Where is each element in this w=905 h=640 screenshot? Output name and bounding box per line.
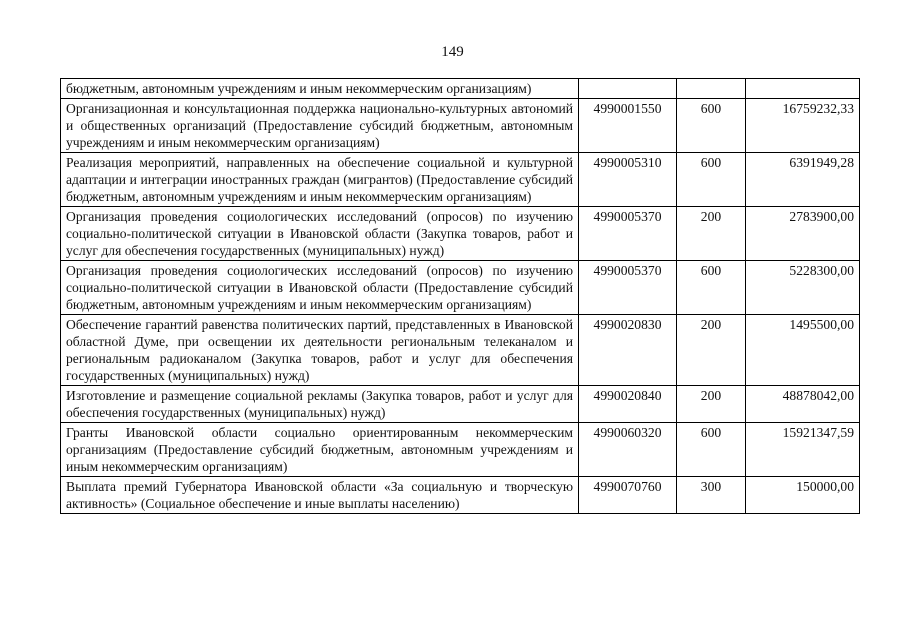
row-amount: 150000,00 xyxy=(746,477,860,514)
table-row xyxy=(61,477,860,514)
row-expense-type: 200 xyxy=(677,207,746,261)
table-row xyxy=(61,386,860,423)
row-amount: 2783900,00 xyxy=(746,207,860,261)
row-amount: 48878042,00 xyxy=(746,386,860,423)
row-expense-type: 600 xyxy=(677,153,746,207)
table-row xyxy=(61,261,860,315)
page-number: 149 xyxy=(441,44,464,60)
row-description: Обеспечение гарантий равенства политических партий, представленных в Ивановской областной Думе, при освещении их деятельности региональным телеканалом и региональным радиоканалом (Закупка товаров, работ и услуг для обеспечения государственных (муниципальных) нужд) xyxy=(61,315,579,386)
row-amount xyxy=(746,79,860,99)
table-row xyxy=(61,315,860,386)
row-code xyxy=(579,79,677,99)
row-description: Гранты Ивановской области социально ориентированным некоммерческим организациям (Предоставление субсидий бюджетным, автономным учреждениям и иным некоммерческим организациям) xyxy=(61,423,579,477)
row-description: Организация проведения социологических исследований (опросов) по изучению социально-политической ситуации в Ивановской области (Закупка товаров, работ и услуг для обеспечения государственных (муниципальных) нужд) xyxy=(61,207,579,261)
row-expense-type: 600 xyxy=(677,99,746,153)
row-description: Изготовление и размещение социальной рекламы (Закупка товаров, работ и услуг для обеспечения государственных (муниципальных) нужд) xyxy=(61,386,579,423)
budget-table xyxy=(60,78,860,514)
row-code: 4990005370 xyxy=(579,207,677,261)
row-expense-type: 600 xyxy=(677,261,746,315)
row-description: Организация проведения социологических исследований (опросов) по изучению социально-политической ситуации в Ивановской области (Предоставление субсидий бюджетным, автономным учреждениям и иным некоммерческим организациям) xyxy=(61,261,579,315)
table-row xyxy=(61,79,860,99)
row-amount: 15921347,59 xyxy=(746,423,860,477)
row-code: 4990001550 xyxy=(579,99,677,153)
row-amount: 1495500,00 xyxy=(746,315,860,386)
table-row xyxy=(61,153,860,207)
row-amount: 16759232,33 xyxy=(746,99,860,153)
table-row xyxy=(61,207,860,261)
row-expense-type: 600 xyxy=(677,423,746,477)
table-row xyxy=(61,423,860,477)
row-code: 4990005310 xyxy=(579,153,677,207)
row-expense-type: 300 xyxy=(677,477,746,514)
row-code: 4990070760 xyxy=(579,477,677,514)
row-code: 4990020840 xyxy=(579,386,677,423)
table-row xyxy=(61,99,860,153)
row-description: Выплата премий Губернатора Ивановской области «За социальную и творческую активность» (Социальное обеспечение и иные выплаты населению) xyxy=(61,477,579,514)
row-description: бюджетным, автономным учреждениям и иным некоммерческим организациям) xyxy=(61,79,579,99)
row-amount: 6391949,28 xyxy=(746,153,860,207)
row-expense-type: 200 xyxy=(677,315,746,386)
row-description: Организационная и консультационная поддержка национально-культурных автономий и общественных организаций (Предоставление субсидий бюджетным, автономным учреждениям и иным некоммерческим организациям) xyxy=(61,99,579,153)
row-description: Реализация мероприятий, направленных на обеспечение социальной и культурной адаптации и интеграции иностранных граждан (мигрантов) (Предоставление субсидий бюджетным, автономным учреждениям и иным некоммерческим организациям) xyxy=(61,153,579,207)
row-expense-type xyxy=(677,79,746,99)
row-code: 4990060320 xyxy=(579,423,677,477)
row-code: 4990005370 xyxy=(579,261,677,315)
row-code: 4990020830 xyxy=(579,315,677,386)
row-expense-type: 200 xyxy=(677,386,746,423)
row-amount: 5228300,00 xyxy=(746,261,860,315)
